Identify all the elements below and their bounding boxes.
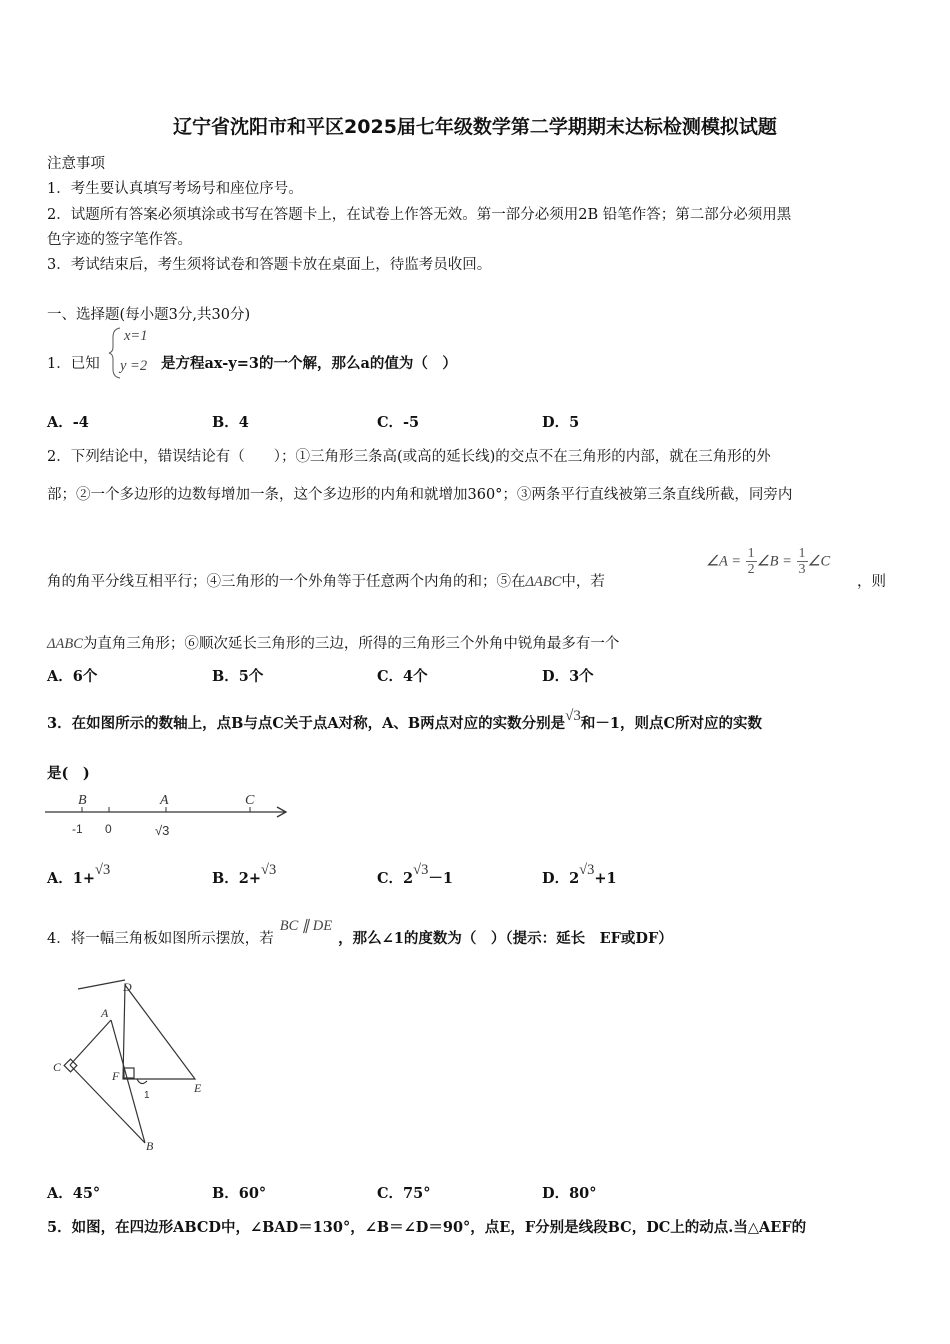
q4-condition: BC ∥ DE xyxy=(279,918,333,934)
section-heading: 一、选择题(每小题3分,共30分) xyxy=(47,307,251,323)
angle-arc xyxy=(137,1079,147,1084)
notice-item: 1．考生要认真填写考场号和座位序号。 xyxy=(47,181,303,197)
q3-option-d xyxy=(542,862,617,888)
q4-text-b: ，那么∠1的度数为（ ）（提示：延长 EF或DF） xyxy=(338,930,673,947)
fraction-third xyxy=(797,546,808,577)
triangle-def xyxy=(123,985,195,1079)
q2-line4 xyxy=(47,632,619,653)
sqrt3: √3 xyxy=(261,862,277,878)
q2-line4-text: 为直角三角形；⑥顺次延长三角形的三边，所得的三角形三个外角中锐角最多有一个 xyxy=(82,636,620,652)
page-title: 辽宁省沈阳市和平区2025届七年级数学第二学期期末达标检测模拟试题 xyxy=(173,116,777,138)
q3-option-a xyxy=(47,862,111,888)
triangle-abc: ΔABC xyxy=(525,574,562,590)
notice-heading: 注意事项 xyxy=(47,156,105,172)
option-text: －1 xyxy=(428,870,453,887)
q1-option-a: A．-4 xyxy=(47,414,89,431)
q4-option-b: B．60° xyxy=(212,1185,267,1202)
q2-line2: 部；②一个多边形的边数每增加一条，这个多边形的内角和就增加360°；③两条平行直线被第三条直线所截，同旁内 xyxy=(47,487,793,503)
q4-text-a: 4．将一幅三角板如图所示摆放，若 xyxy=(47,931,274,947)
tick-label: √3 xyxy=(155,823,170,838)
tick-label: -1 xyxy=(72,822,83,836)
q1-option-c: C．-5 xyxy=(377,414,420,431)
option-text: D．2 xyxy=(542,870,580,887)
q4-line xyxy=(47,918,673,948)
angle-b: ∠B = xyxy=(756,553,792,570)
sqrt3: √3 xyxy=(565,708,581,724)
q2-option-d: D．3个 xyxy=(542,668,594,685)
segment-ca xyxy=(70,1020,111,1065)
q2-line1: 2．下列结论中，错误结论有（ ）；①三角形三条高(或高的延长线)的交点不在三角形的内部，就在三角形的外 xyxy=(47,449,771,465)
line-da xyxy=(78,980,125,989)
q2-option-a: A．6个 xyxy=(47,668,98,685)
q1-system-line1: x=1 xyxy=(124,328,148,344)
sqrt3: √3 xyxy=(95,862,111,878)
q3-text-b: 和－1，则点C所对应的实数 xyxy=(580,715,763,732)
point-label-b: B xyxy=(78,793,87,808)
q4-option-d: D．80° xyxy=(542,1185,597,1202)
q3-option-c xyxy=(377,862,453,888)
point-label-c: C xyxy=(245,793,255,808)
q2-line3 xyxy=(47,570,605,591)
q1-text: 是方程ax-y=3的一个解，那么a的值为（ ） xyxy=(161,355,457,372)
q2-line3-ruo: 中，若 xyxy=(561,574,605,590)
triangle-abc: ΔABC xyxy=(47,636,83,652)
q3-line1 xyxy=(47,708,763,733)
q1-option-d: D．5 xyxy=(542,414,580,431)
option-text: B．2+ xyxy=(212,870,261,887)
sqrt3: √3 xyxy=(579,862,595,878)
q3-text-a: 3．在如图所示的数轴上，点B与点C关于点A对称，A、B两点对应的实数分别是 xyxy=(47,715,566,732)
notice-item: 色字迹的签字笔作答。 xyxy=(47,232,192,248)
angle-c: ∠C xyxy=(807,553,831,570)
option-text: +1 xyxy=(594,870,617,887)
point-label-e: E xyxy=(194,1081,202,1095)
q1-system-line2: y =2 xyxy=(120,358,148,374)
sqrt3: √3 xyxy=(413,862,429,878)
q2-option-c: C．4个 xyxy=(377,668,428,685)
point-label-a: A xyxy=(101,1006,109,1020)
triangle-figure xyxy=(45,975,215,1160)
fraction-denominator: 3 xyxy=(798,562,806,577)
q2-line3-then: ，则 xyxy=(857,574,886,590)
point-label-b: B xyxy=(146,1139,154,1153)
q3-line2: 是( ) xyxy=(47,765,90,782)
fraction-half xyxy=(746,546,757,577)
option-text: C．2 xyxy=(377,870,414,887)
tick-label: 0 xyxy=(105,822,112,836)
notice-item: 2．试题所有答案必须填涂或书写在答题卡上，在试卷上作答无效。第一部分必须用2B 铅笔作答；第二部分必须用黑 xyxy=(47,207,792,223)
q2-option-b: B．5个 xyxy=(212,668,264,685)
q1-number: 1．已知 xyxy=(47,356,100,372)
number-line-figure xyxy=(45,788,295,843)
angle-ratio xyxy=(706,546,830,577)
q1-option-b: B．4 xyxy=(212,414,249,431)
q5-line: 5．如图，在四边形ABCD中，∠BAD＝130°，∠B＝∠D＝90°，点E，F分别是线段BC，DC上的动点.当△AEF的 xyxy=(47,1219,807,1236)
q3-option-b xyxy=(212,862,277,888)
q4-option-c: C．75° xyxy=(377,1185,431,1202)
angle-label-1: 1 xyxy=(144,1090,150,1101)
option-text: A．1+ xyxy=(47,870,95,887)
q2-line3-text: 角的角平分线互相平行；④三角形的一个外角等于任意两个内角的和；⑤在 xyxy=(47,574,526,590)
fraction-denominator: 2 xyxy=(747,562,755,577)
angle-a: ∠A = xyxy=(706,553,742,570)
notice-item: 3．考试结束后，考生须将试卷和答题卡放在桌面上，待监考员收回。 xyxy=(47,257,492,273)
point-label-f: F xyxy=(112,1069,120,1083)
point-label-a: A xyxy=(160,793,169,808)
fraction-numerator: 1 xyxy=(798,546,806,561)
point-label-d: D xyxy=(123,980,132,994)
point-label-c: C xyxy=(53,1060,62,1074)
q4-option-a: A．45° xyxy=(47,1185,101,1202)
fraction-numerator: 1 xyxy=(747,546,755,561)
